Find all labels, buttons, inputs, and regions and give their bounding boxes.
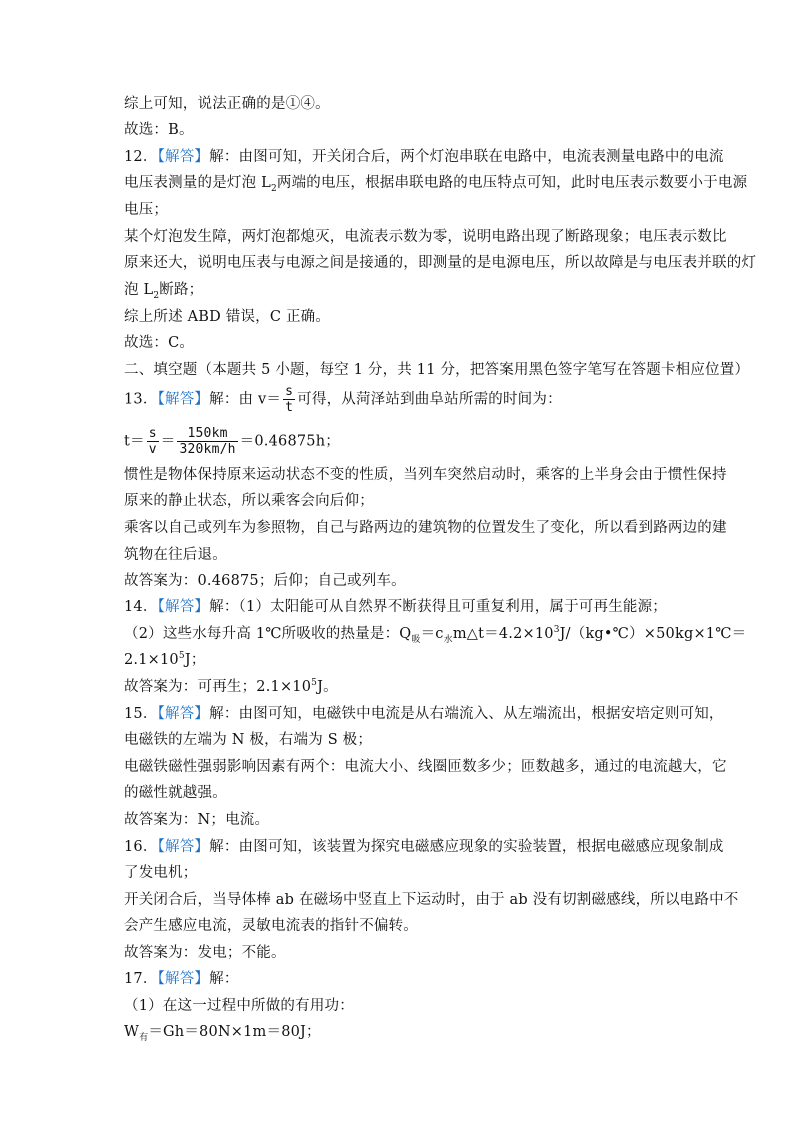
answer-tag: 【解答】: [157, 599, 210, 615]
q12-line-4: 某个灯泡发生障，两灯泡都熄灭，电流表示数为零，说明电路出现了断路现象；电压表示数比: [124, 229, 727, 245]
q15-line-1: 15．【解答】解：由图可知，电磁铁中电流是从右端流入、从左端流出，根据安培定则可知，: [124, 706, 724, 722]
q14-line-3: $2.1\times 10^5J$；: [124, 651, 206, 668]
q12-line-6: 泡 $L_2$断路；: [124, 282, 204, 301]
fraction-s-over-t: $\frac{s}{t}$: [285, 384, 294, 415]
fraction-distance-over-speed: $\frac{150km}{320km/h}$: [179, 426, 236, 457]
q13-line-3: 惯性是物体保持原来运动状态不变的性质，当列车突然启动时，乘客的上半身会由于惯性保持: [124, 467, 727, 483]
q17-line-1: 17．【解答】解：: [124, 971, 239, 987]
answer-tag: 【解答】: [157, 391, 210, 408]
q12-line-2: 电压表测量的是灯泡 $L_2$两端的电压，根据串联电路的电压特点可知，此时电压表示数要小于电源: [124, 175, 748, 194]
q17-line-2: （1）在这一过程中所做的有用功：: [124, 998, 354, 1014]
q12-line-5: 原来还大，说明电压表与电源之间是接通的，即测量的是电源电压，所以故障是与电压表并联的灯: [124, 255, 757, 271]
q13-formula: t＝ $\frac{s}{v}$ ＝ $\frac{150km}{320km/h}$ ＝0.46875h；: [124, 426, 340, 457]
q13-answer: 故答案为：0.46875；后仰；自己或列车。: [124, 573, 406, 589]
q15-line-3: 电磁铁磁性强弱影响因素有两个：电流大小、线圈匝数多少；匝数越多，通过的电流越大，它: [124, 759, 727, 775]
q14-answer: 故答案为：可再生；$2.1\times 10^5J$。: [124, 678, 338, 695]
q16-line-2: 了发电机；: [124, 865, 198, 881]
q14-line-2: （2）这些水每升高 1℃所吸收的热量是：$Q_吸=c_水m\triangle t=4.2\times 10^3J/(kg•℃)\times 50kg\times 1℃=$: [124, 625, 747, 645]
q13-line-5: 乘客以自己或列车为参照物，自己与路两边的建筑物的位置发生了变化，所以看到路两边的建: [124, 520, 727, 536]
q15-answer: 故答案为：N；电流。: [124, 812, 270, 828]
answer-tag: 【解答】: [157, 971, 210, 987]
answer-tag: 【解答】: [157, 149, 210, 165]
q12-line-1: 12．【解答】解：由图可知，开关闭合后，两个灯泡串联在电路中，电流表测量电路中的电流: [124, 149, 724, 165]
q17-line-3: $W_有=Gh=80N\times 1m=80J$；: [124, 1024, 321, 1043]
q16-line-4: 会产生感应电流，灵敏电流表的指针不偏转。: [124, 918, 418, 934]
line-summary-12: 综上可知，说法正确的是①④。: [124, 96, 330, 112]
q12-line-7: 综上所述 ABD 错误，C 正确。: [124, 309, 331, 325]
q16-line-3: 开关闭合后，当导体棒 ab 在磁场中竖直上下运动时，由于 ab 没有切割磁感线，所以电路中不: [124, 892, 739, 908]
q14-line-1: 14．【解答】解：（1）太阳能可从自然界不断获得且可重复利用，属于可再生能源；: [124, 599, 667, 615]
q12-line-8: 故选：C。: [124, 335, 195, 351]
q16-line-1: 16．【解答】解：由图可知，该装置为探究电磁感应现象的实验装置，根据电磁感应现象制成: [124, 839, 724, 855]
answer-tag: 【解答】: [157, 839, 210, 855]
q13-line-4: 原来的静止状态，所以乘客会向后仰；: [124, 493, 374, 509]
q12-line-3: 电压；: [124, 202, 169, 218]
q15-line-2: 电磁铁的左端为 N 极，右端为 S 极；: [124, 732, 373, 748]
fraction-s-over-v: $\frac{s}{v}$: [148, 426, 157, 457]
q13-line-1: 13．【解答】解：由 v＝ $\frac{s}{t}$ 可得，从菏泽站到曲阜站所需的时间为：: [124, 384, 562, 415]
answer-tag: 【解答】: [157, 706, 210, 722]
q13-line-6: 筑物在往后退。: [124, 547, 227, 563]
section-2-heading: 二、填空题（本题共 5 小题，每空 1 分，共 11 分，把答案用黑色签字笔写在答题卡相应位置）: [124, 362, 750, 378]
q15-line-4: 的磁性就越强。: [124, 785, 227, 801]
q16-answer: 故答案为：发电；不能。: [124, 945, 286, 961]
line-choice-b: 故选：B。: [124, 122, 194, 138]
